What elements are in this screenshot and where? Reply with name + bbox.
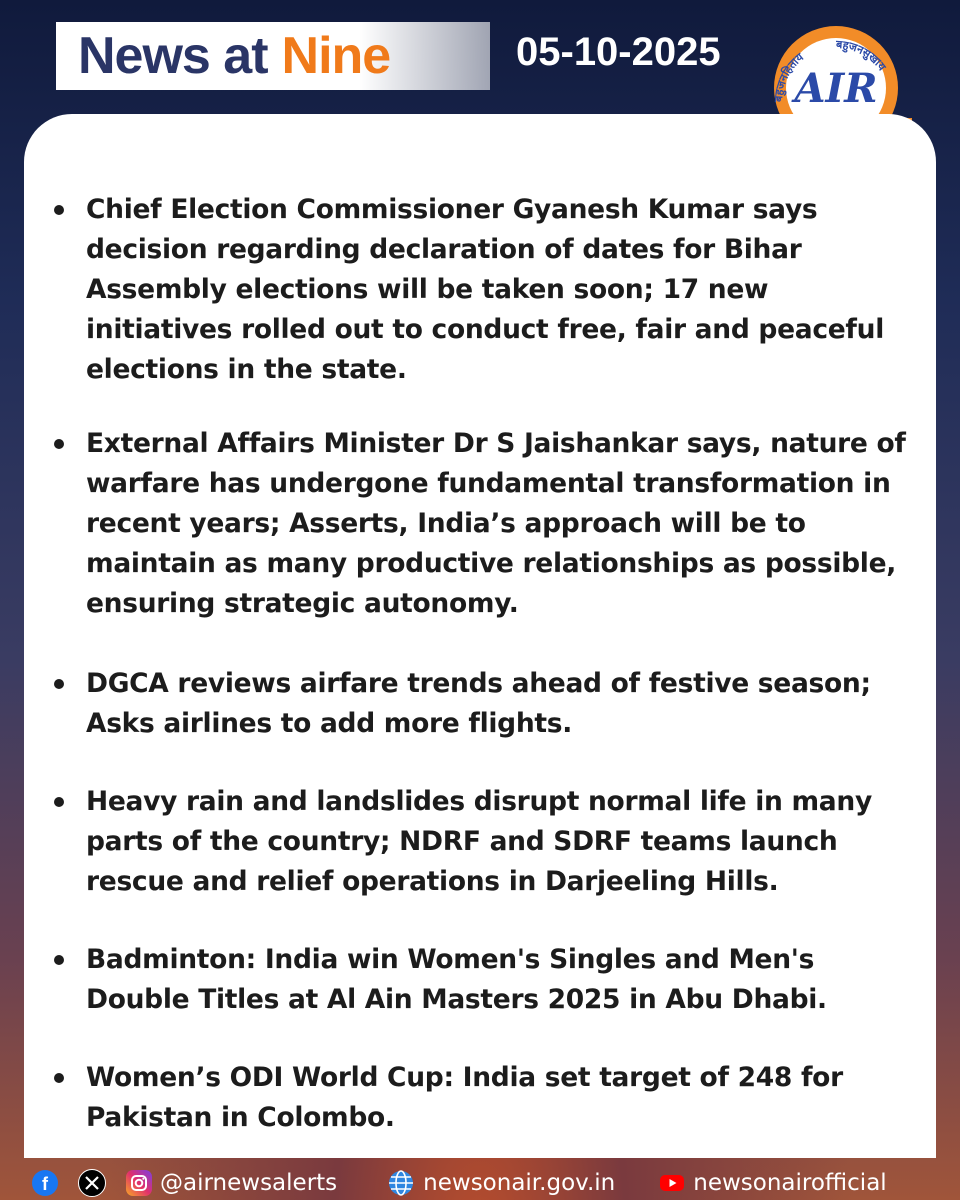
headline-item: [86, 424, 912, 624]
instagram-icon[interactable]: [126, 1170, 152, 1196]
bullet-icon: [54, 1073, 64, 1083]
headline-item: [86, 940, 912, 1020]
facebook-icon[interactable]: [32, 1170, 58, 1196]
youtube-icon[interactable]: [659, 1170, 685, 1196]
bullet-icon: [54, 439, 64, 449]
social-footer: [24, 1166, 936, 1200]
headline-item: [86, 190, 912, 390]
program-title-banner: [56, 22, 490, 90]
bullet-icon: [54, 679, 64, 689]
headline-item: [86, 1058, 912, 1138]
headline-text: Badminton: India win Women's Singles and Men's Double Titles at Al Ain Masters 2025 in Abu Dhabi.: [86, 944, 827, 1015]
youtube-channel-link[interactable]: newsonairofficial: [693, 1170, 887, 1196]
svg-text:f: f: [42, 1174, 48, 1194]
news-card: [24, 114, 936, 1158]
bullet-icon: [54, 955, 64, 965]
headline-text: Women’s ODI World Cup: India set target of 248 for Pakistan in Colombo.: [86, 1062, 843, 1133]
bullet-icon: [54, 205, 64, 215]
headline-text: External Affairs Minister Dr S Jaishankar says, nature of warfare has undergone fundamental transformation in recent years; Asserts, India’s approach will be to maintain as many productive relationships as possible, ensuring strategic autonomy.: [86, 428, 906, 619]
bullet-icon: [54, 797, 64, 807]
logo-emblem-text: AIR: [794, 65, 878, 112]
headline-text: Chief Election Commissioner Gyanesh Kumar says decision regarding declaration of dates for Bihar Assembly elections will be taken soon; 17 new initiatives rolled out to conduct free, fair and peaceful elections in the state.: [86, 194, 885, 385]
program-title-part2: Nine: [281, 27, 391, 85]
headline-item: [86, 664, 912, 744]
logo-arc-right: बहुजनसुखाय: [835, 37, 889, 74]
headline-item: [86, 782, 912, 902]
headline-text: DGCA reviews airfare trends ahead of festive season; Asks airlines to add more flights.: [86, 668, 871, 739]
headline-text: Heavy rain and landslides disrupt normal life in many parts of the country; NDRF and SDRF teams launch rescue and relief operations in Darjeeling Hills.: [86, 786, 872, 897]
program-title-part1: News at: [78, 27, 268, 85]
website-link[interactable]: newsonair.gov.in: [423, 1170, 616, 1196]
x-icon[interactable]: [78, 1169, 106, 1197]
globe-icon: [387, 1169, 415, 1197]
logo-arc-left: बहुजनहिताय: [771, 50, 806, 103]
social-handle-link[interactable]: @airnewsalerts: [160, 1170, 338, 1196]
bulletin-date: 05-10-2025: [516, 30, 721, 74]
